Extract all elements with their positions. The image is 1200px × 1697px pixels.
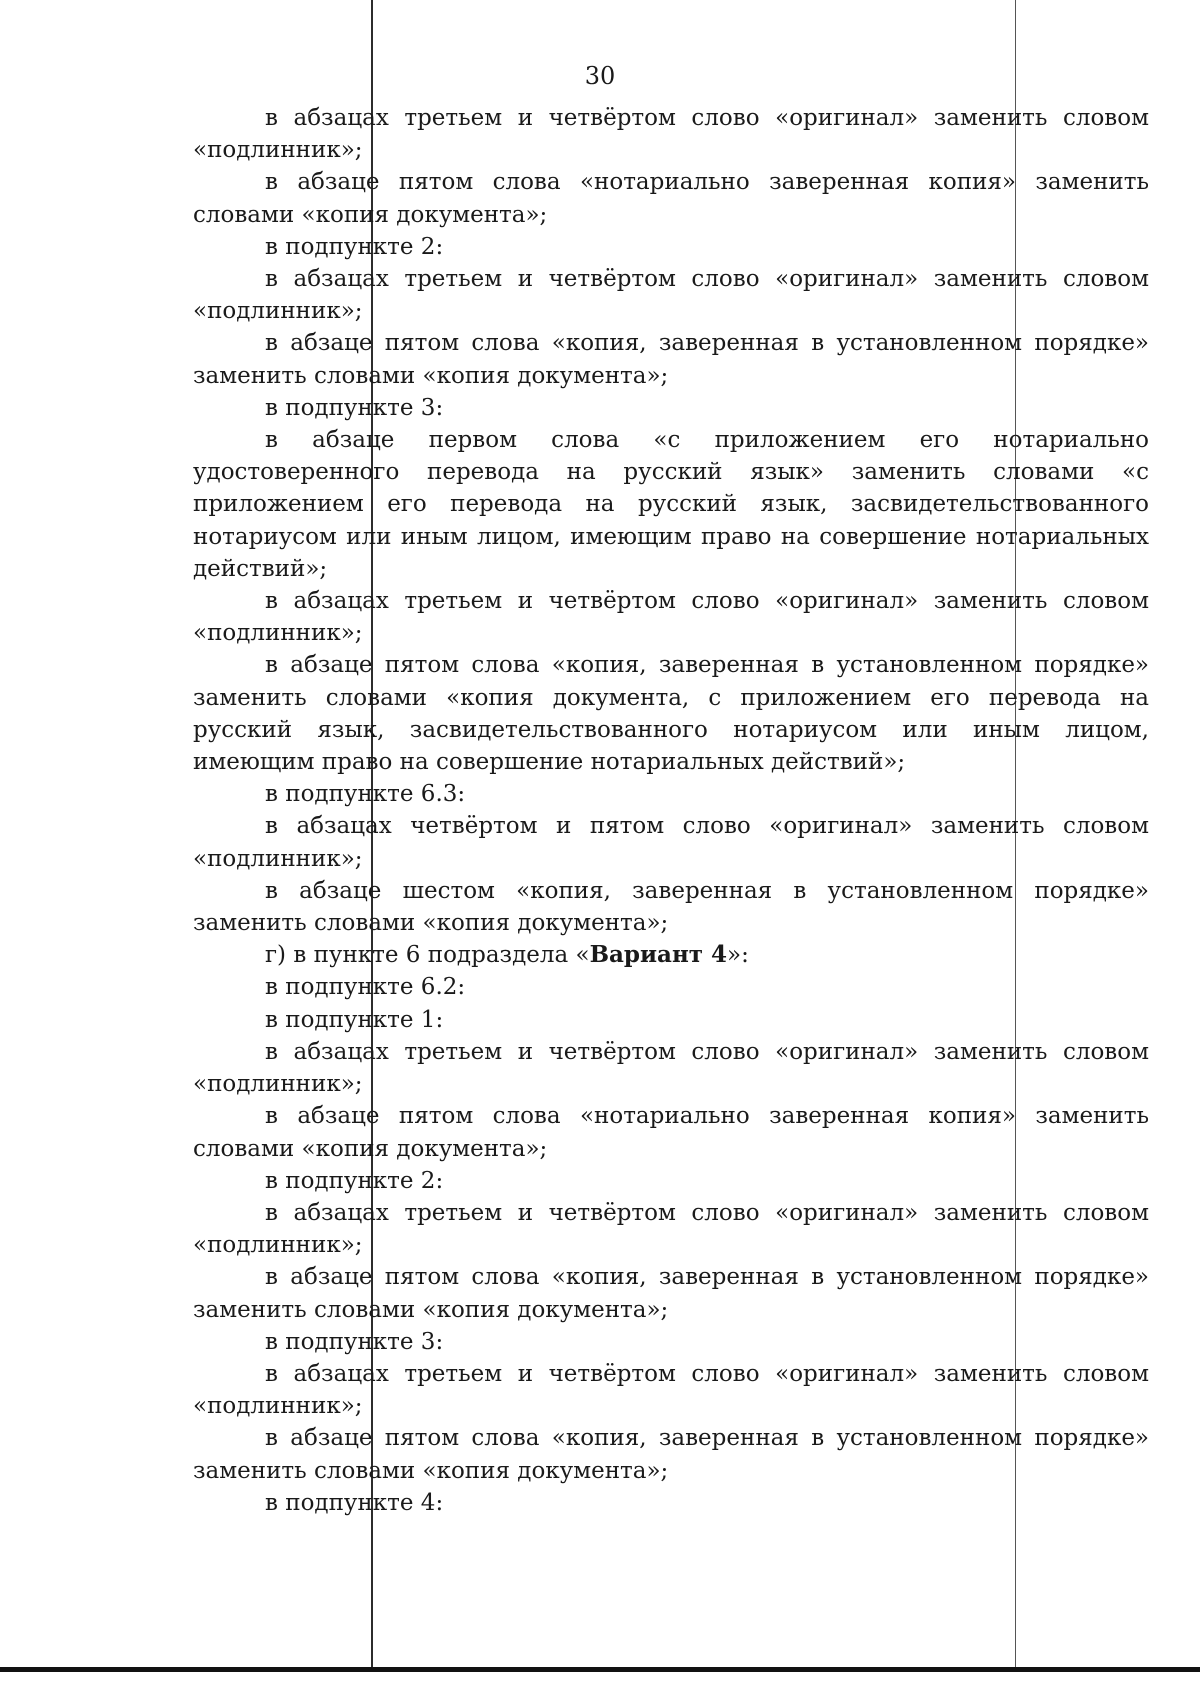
page-number: 30 — [584, 62, 616, 90]
paragraph: в подпункте 4: — [265, 1489, 444, 1516]
paragraph: в подпункте 1: — [265, 1006, 444, 1033]
scan-artifact-border — [0, 1667, 1200, 1672]
paragraph: в подпункте 2: — [265, 1167, 444, 1194]
item-g-prefix: г) в пункте 6 подраздела « — [265, 942, 590, 969]
paragraph: в абзаце первом слова «с приложением его нотариально удостоверенного перевода на русский язык» заменить словами «с приложением его перевода на русский язык, засвидетельствованного нотариусом или иным лицом, имеющим право на совершение нотариальных действий»; — [193, 427, 1149, 582]
paragraph: в абзацах третьем и четвёртом слово «оригинал» заменить словом «подлинник»; — [193, 266, 1149, 325]
paragraph: в подпункте 6.2: — [265, 974, 466, 1001]
paragraph: в абзацах третьем и четвёртом слово «оригинал» заменить словом «подлинник»; — [193, 1199, 1149, 1259]
paragraph: в абзаце пятом слова «копия, заверенная в установленном порядке» заменить словами «копия документа»; — [193, 1264, 1149, 1323]
paragraph: в абзаце пятом слова «нотариально заверенная копия» заменить словами «копия документа»; — [193, 1103, 1149, 1162]
paragraph-item-g — [193, 939, 1149, 971]
paragraph: в подпункте 6.3: — [265, 781, 466, 808]
document-body — [193, 102, 1149, 1519]
paragraph: в абзацах третьем и четвёртом слово «оригинал» заменить словом «подлинник»; — [193, 588, 1149, 647]
paragraph: в абзацах третьем и четвёртом слово «оригинал» заменить словом «подлинник»; — [193, 1038, 1149, 1098]
paragraph: в подпункте 3: — [265, 1328, 444, 1355]
paragraph: в абзаце пятом слова «нотариально заверенная копия» заменить словами «копия документа»; — [193, 169, 1149, 228]
paragraph: в подпункте 2: — [265, 233, 444, 260]
paragraph: в абзацах четвёртом и пятом слово «оригинал» заменить словом «подлинник»; — [193, 813, 1149, 872]
paragraph: в абзаце пятом слова «копия, заверенная в установленном порядке» заменить словами «копия документа»; — [193, 1425, 1149, 1484]
item-g-variant: Вариант 4 — [589, 941, 728, 969]
paragraph: в абзаце пятом слова «копия, заверенная в установленном порядке» заменить словами «копия документа»; — [193, 330, 1149, 389]
paragraph: в абзацах третьем и четвёртом слово «оригинал» заменить словом «подлинник»; — [193, 1360, 1149, 1420]
paragraph: в абзацах третьем и четвёртом слово «оригинал» заменить словом «подлинник»; — [193, 105, 1149, 164]
item-g-suffix: »: — [727, 942, 749, 969]
paragraph: в подпункте 3: — [265, 394, 444, 421]
paragraph: в абзаце шестом «копия, заверенная в установленном порядке» заменить словами «копия документа»; — [193, 877, 1149, 937]
paragraph: в абзаце пятом слова «копия, заверенная в установленном порядке» заменить словами «копия документа, с приложением его перевода на русский язык, засвидетельствованного нотариусом или иным лицом, имеющим право на совершение нотариальных действий»; — [193, 652, 1149, 776]
